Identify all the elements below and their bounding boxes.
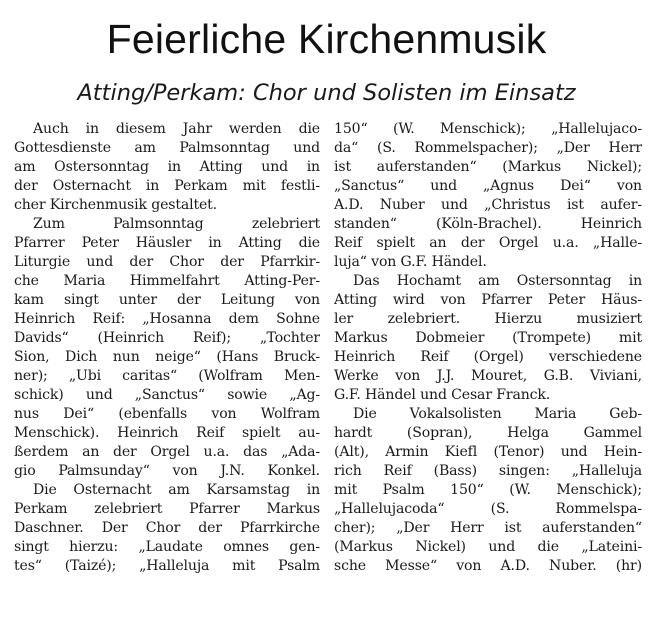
text-line: tes“ (Taizé); „Halleluja mit Psalm — [14, 558, 320, 575]
text-line: standen“ (Köln-Brachel). Heinrich — [334, 216, 642, 233]
text-line: G.F. Händel und Cesar Franck. — [334, 387, 551, 404]
text-line: ler zelebriert. Hierzu musiziert — [334, 311, 642, 328]
text-line: Zum Palmsonntag zelebriert — [33, 216, 320, 233]
text-line: ßerdem an der Orgel u.a. das „Ada- — [14, 444, 320, 461]
text-line: luja“ von G.F. Händel. — [334, 254, 487, 271]
text-line: Auch in diesem Jahr werden die — [33, 121, 320, 137]
text-line: Die Osternacht am Karsamstag in — [33, 482, 320, 499]
text-line: (Markus Nickel) und die „Lateini- — [334, 539, 642, 556]
text-line: gio Palmsunday“ von J.N. Konkel. — [14, 463, 320, 480]
text-line: ner); „Ubi caritas“ (Wolfram Men- — [14, 368, 320, 385]
text-column-left — [14, 120, 320, 576]
text-line: am Ostersonntag in Atting und in — [14, 159, 320, 176]
text-line: 150“ (W. Menschick); „Hallelujaco- — [334, 121, 642, 137]
text-line: Atting wird von Pfarrer Peter Häus- — [334, 292, 642, 309]
text-line: Daschner. Der Chor der Pfarrkirche — [14, 520, 320, 537]
text-line: Die Vokalsolisten Maria Geb- — [353, 406, 642, 423]
text-line: kam singt unter der Leitung von — [14, 292, 320, 309]
text-line: der Osternacht in Perkam mit festli- — [14, 178, 320, 195]
text-line: Pfarrer Peter Häusler in Atting die — [14, 235, 320, 252]
text-line: Heinrich Reif (Orgel) verschiedene — [334, 349, 642, 366]
text-line: Das Hochamt am Ostersonntag in — [353, 273, 642, 290]
text-line: rich Reif (Bass) singen: „Halleluja — [334, 463, 642, 480]
text-line: Werke von J.J. Mouret, G.B. Viviani, — [334, 368, 642, 385]
text-line: Heinrich Reif: „Hosanna dem Sohne — [14, 311, 320, 328]
text-line: Sion, Dich nun neige“ (Hans Bruck- — [14, 349, 320, 366]
text-line: Perkam zelebriert Pfarrer Markus — [14, 501, 320, 518]
text-line: Davids“ (Heinrich Reif); „Tochter — [14, 330, 320, 347]
text-column-right — [334, 120, 642, 576]
article-subheadline: Atting/Perkam: Chor und Solisten im Einsatz — [77, 80, 576, 106]
text-line: A.D. Nuber und „Christus ist aufer- — [334, 197, 642, 214]
text-line: nus Dei“ (ebenfalls von Wolfram — [14, 406, 320, 423]
text-line: Gottesdienste am Palmsonntag und — [14, 140, 320, 157]
text-line: mit Psalm 150“ (W. Menschick); — [334, 482, 642, 499]
text-line: Liturgie und der Chor der Pfarrkir- — [14, 254, 320, 271]
text-line: cher); „Der Herr ist auferstanden“ — [334, 520, 642, 537]
text-line: Markus Dobmeier (Trompete) mit — [334, 330, 642, 347]
text-line: sche Messe“ von A.D. Nuber. (hr) — [334, 558, 642, 575]
text-line: Menschick). Heinrich Reif spielt au- — [14, 425, 320, 442]
text-line: singt hierzu: „Laudate omnes gen- — [14, 539, 320, 556]
text-line: da“ (S. Rommelspacher); „Der Herr — [334, 140, 642, 157]
text-line: (Alt), Armin Kiefl (Tenor) und Hein- — [334, 444, 642, 461]
text-line: „Hallelujacoda“ (S. Rommelspa- — [334, 501, 642, 518]
article-headline: Feierliche Kirchenmusik — [106, 16, 547, 62]
text-line: schick) und „Sanctus“ sowie „Ag- — [14, 387, 320, 404]
text-line: „Sanctus“ und „Agnus Dei“ von — [334, 178, 642, 195]
text-line: cher Kirchenmusik gestaltet. — [14, 197, 218, 214]
text-line: Reif spielt an der Orgel u.a. „Halle- — [334, 235, 642, 252]
text-line: hardt (Sopran), Helga Gammel — [334, 425, 642, 442]
text-line: che Maria Himmelfahrt Atting-Per- — [14, 273, 320, 290]
text-line: ist auferstanden“ (Markus Nickel); — [334, 159, 642, 176]
